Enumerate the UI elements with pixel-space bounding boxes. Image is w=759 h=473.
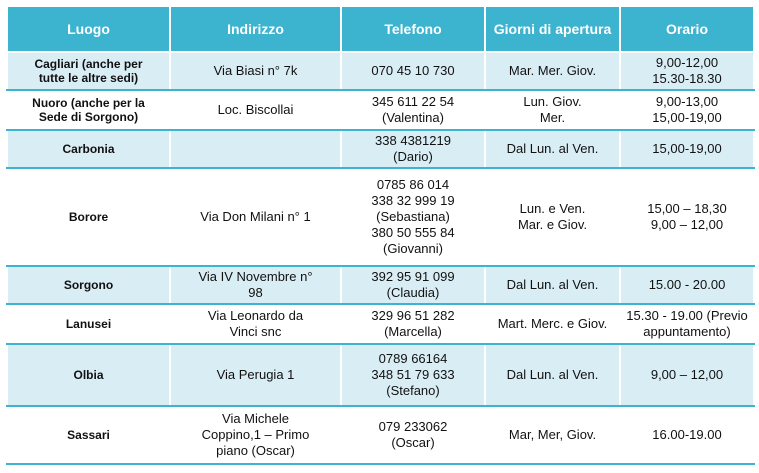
table-row bbox=[7, 168, 754, 266]
cell-giorni bbox=[485, 52, 620, 90]
cell-giorni bbox=[485, 90, 620, 130]
table-row bbox=[7, 304, 754, 344]
cell-orario-line: appuntamento) bbox=[643, 324, 731, 339]
cell-indirizzo-line: piano (Oscar) bbox=[216, 443, 295, 458]
cell-giorni-line: Dal Lun. al Ven. bbox=[506, 367, 599, 382]
cell-telefono bbox=[341, 406, 485, 464]
cell-telefono bbox=[341, 130, 485, 168]
cell-telefono bbox=[341, 266, 485, 304]
cell-luogo-line: Lanusei bbox=[65, 317, 112, 331]
cell-orario bbox=[620, 406, 754, 464]
cell-indirizzo-line: Via Michele bbox=[222, 411, 289, 426]
cell-luogo bbox=[7, 168, 170, 266]
cell-luogo-line: Borore bbox=[68, 210, 109, 224]
cell-luogo bbox=[7, 52, 170, 90]
cell-orario bbox=[620, 266, 754, 304]
header-giorni: Giorni di apertura bbox=[485, 6, 620, 52]
cell-luogo bbox=[7, 344, 170, 406]
cell-orario-line: 15,00-19,00 bbox=[652, 110, 722, 125]
cell-luogo-line: Sede di Sorgono) bbox=[38, 110, 139, 124]
cell-indirizzo bbox=[170, 344, 341, 406]
cell-indirizzo-line: Via Don Milani n° 1 bbox=[200, 209, 311, 224]
cell-indirizzo-line: Via Perugia 1 bbox=[216, 367, 295, 382]
cell-indirizzo-line: Via IV Novembre n° bbox=[198, 269, 313, 284]
table-row bbox=[7, 266, 754, 304]
cell-indirizzo bbox=[170, 130, 341, 168]
cell-orario-line: 15,00 – 18,30 bbox=[647, 201, 727, 216]
cell-orario bbox=[620, 130, 754, 168]
cell-giorni bbox=[485, 406, 620, 464]
cell-orario bbox=[620, 90, 754, 130]
cell-indirizzo-line: Loc. Biscollai bbox=[217, 102, 294, 117]
cell-giorni-line: Mart. Merc. e Giov. bbox=[497, 316, 608, 331]
cell-telefono-line: (Stefano) bbox=[386, 383, 440, 398]
cell-orario-line: 15.30-18.30 bbox=[652, 71, 722, 86]
header-telefono: Telefono bbox=[341, 6, 485, 52]
cell-indirizzo bbox=[170, 52, 341, 90]
cell-luogo bbox=[7, 406, 170, 464]
cell-indirizzo bbox=[170, 406, 341, 464]
cell-indirizzo-line: Coppino,1 – Primo bbox=[201, 427, 310, 442]
cell-indirizzo-line: Via Biasi n° 7k bbox=[213, 63, 298, 78]
cell-indirizzo-line: 98 bbox=[248, 285, 263, 300]
cell-telefono-line: 392 95 91 099 bbox=[371, 269, 455, 284]
offices-table-container bbox=[6, 5, 753, 465]
cell-luogo-line: Cagliari (anche per bbox=[34, 57, 143, 71]
table-row bbox=[7, 90, 754, 130]
cell-telefono-line: 0789 66164 bbox=[378, 351, 448, 366]
cell-indirizzo bbox=[170, 90, 341, 130]
cell-giorni bbox=[485, 130, 620, 168]
cell-telefono-line: (Giovanni) bbox=[383, 241, 443, 256]
cell-giorni-line: Dal Lun. al Ven. bbox=[506, 141, 599, 156]
cell-orario bbox=[620, 52, 754, 90]
table-row bbox=[7, 406, 754, 464]
cell-luogo bbox=[7, 266, 170, 304]
cell-luogo-line: Nuoro (anche per la bbox=[32, 96, 145, 110]
cell-giorni-line: Mar, Mer, Giov. bbox=[508, 427, 597, 442]
cell-telefono bbox=[341, 344, 485, 406]
cell-giorni-line: Lun. Giov. bbox=[523, 94, 582, 109]
cell-giorni-line: Dal Lun. al Ven. bbox=[506, 277, 599, 292]
cell-luogo-line: Olbia bbox=[73, 368, 104, 382]
cell-luogo bbox=[7, 304, 170, 344]
cell-giorni-line: Lun. e Ven. bbox=[519, 201, 586, 216]
cell-telefono bbox=[341, 304, 485, 344]
cell-luogo-line: tutte le altre sedi) bbox=[38, 71, 139, 85]
cell-telefono-line: (Valentina) bbox=[382, 110, 444, 125]
cell-indirizzo-line: Via Leonardo da bbox=[207, 308, 304, 323]
table-row bbox=[7, 52, 754, 90]
cell-luogo-line: Sorgono bbox=[63, 278, 114, 292]
cell-indirizzo bbox=[170, 266, 341, 304]
cell-telefono-line: (Marcella) bbox=[384, 324, 442, 339]
cell-luogo-line: Carbonia bbox=[62, 142, 115, 156]
cell-giorni bbox=[485, 304, 620, 344]
header-orario: Orario bbox=[620, 6, 754, 52]
cell-telefono bbox=[341, 168, 485, 266]
cell-orario bbox=[620, 168, 754, 266]
cell-telefono-line: (Sebastiana) bbox=[376, 209, 450, 224]
cell-telefono-line: (Claudia) bbox=[386, 285, 440, 300]
cell-orario-line: 9,00-12,00 bbox=[655, 55, 719, 70]
cell-telefono bbox=[341, 90, 485, 130]
cell-telefono-line: 070 45 10 730 bbox=[371, 63, 455, 78]
cell-telefono bbox=[341, 52, 485, 90]
cell-telefono-line: 0785 86 014 bbox=[376, 177, 450, 192]
cell-luogo-line: Sassari bbox=[67, 428, 110, 442]
cell-orario bbox=[620, 304, 754, 344]
cell-luogo bbox=[7, 130, 170, 168]
cell-telefono-line: 079 233062 bbox=[378, 419, 448, 434]
offices-table bbox=[6, 5, 755, 465]
header-indirizzo: Indirizzo bbox=[170, 6, 341, 52]
header-luogo: Luogo bbox=[7, 6, 170, 52]
cell-luogo bbox=[7, 90, 170, 130]
cell-giorni bbox=[485, 266, 620, 304]
cell-telefono-line: 338 32 999 19 bbox=[371, 193, 455, 208]
table-row bbox=[7, 344, 754, 406]
cell-orario-line: 15.30 - 19.00 (Previo bbox=[626, 308, 748, 323]
cell-indirizzo-line: Vinci snc bbox=[229, 324, 282, 339]
cell-giorni-line: Mar. e Giov. bbox=[517, 217, 588, 232]
cell-telefono-line: (Dario) bbox=[393, 149, 433, 164]
cell-orario-line: 15,00-19,00 bbox=[652, 141, 722, 156]
header-row bbox=[7, 6, 754, 52]
cell-orario-line: 9,00 – 12,00 bbox=[650, 217, 724, 232]
cell-telefono-line: 329 96 51 282 bbox=[371, 308, 455, 323]
cell-orario-line: 9,00 – 12,00 bbox=[650, 367, 724, 382]
table-row bbox=[7, 130, 754, 168]
cell-telefono-line: 345 611 22 54 bbox=[371, 94, 455, 109]
cell-telefono-line: 348 51 79 633 bbox=[371, 367, 455, 382]
cell-giorni-line: Mer. bbox=[539, 110, 566, 125]
cell-orario-line: 16.00-19.00 bbox=[652, 427, 722, 442]
cell-indirizzo bbox=[170, 304, 341, 344]
cell-orario-line: 15.00 - 20.00 bbox=[648, 277, 726, 292]
cell-giorni-line: Mar. Mer. Giov. bbox=[508, 63, 597, 78]
cell-orario bbox=[620, 344, 754, 406]
cell-telefono-line: 380 50 555 84 bbox=[371, 225, 455, 240]
cell-telefono-line: (Oscar) bbox=[391, 435, 435, 450]
cell-orario-line: 9,00-13,00 bbox=[655, 94, 719, 109]
cell-giorni bbox=[485, 344, 620, 406]
cell-telefono-line: 338 4381219 bbox=[375, 133, 451, 148]
cell-giorni bbox=[485, 168, 620, 266]
cell-indirizzo bbox=[170, 168, 341, 266]
